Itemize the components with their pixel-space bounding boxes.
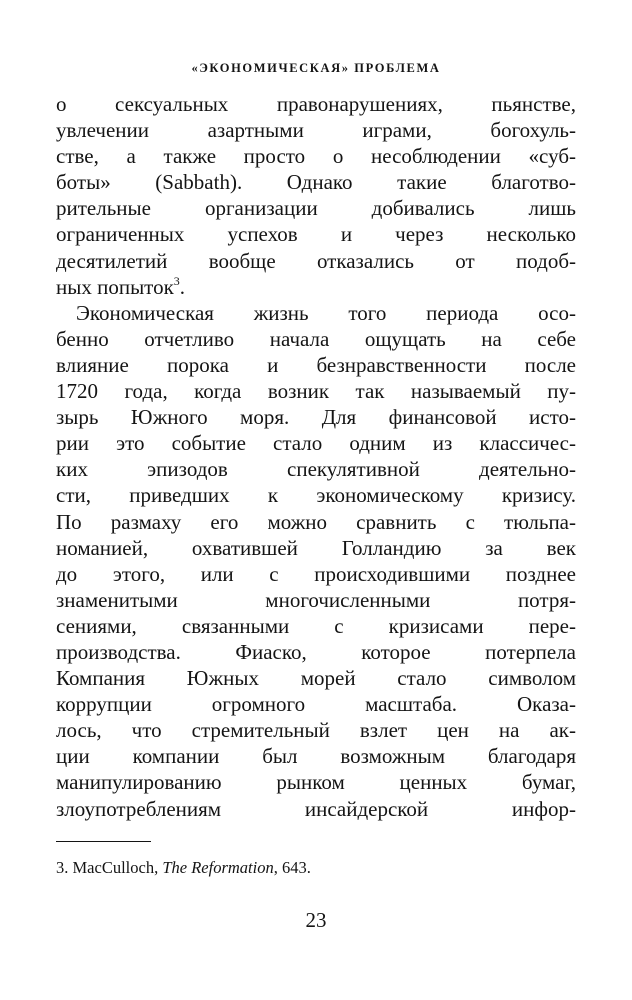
text-line: десятилетий вообще отказались от подоб- [56, 248, 576, 273]
text-line: лось, что стремительный взлет цен на ак- [56, 718, 576, 743]
text-line: производства. Фиаско, которое потерпела [56, 639, 576, 664]
text-line: сти, приведших к экономическому кризису. [56, 483, 576, 508]
footnote-title: The Reformation [162, 858, 274, 877]
text-line: По размаху его можно сравнить с тюльпа- [56, 509, 576, 534]
text-line: о сексуальных правонарушениях, пьянстве, [56, 92, 576, 116]
text-line: увлечении азартными играми, богохуль- [56, 118, 576, 143]
text-line: манипулированию рынком ценных бумаг, [56, 770, 576, 795]
footnote-pages: , 643. [273, 858, 311, 877]
text-line: ции компании был возможным благодаря [56, 744, 576, 769]
text-line: ких эпизодов спекулятивной деятельно- [56, 457, 576, 482]
sentence-end: . [179, 274, 186, 299]
footnote-reference: 3 [173, 273, 180, 288]
text-line: боты» (Sabbath). Однако такие благотво- [56, 170, 576, 195]
text-line: влияние порока и безнравственности после [56, 352, 576, 377]
text-line: 1720 года, когда возник так называемый пу- [56, 379, 576, 404]
text-line: Экономическая жизнь того периода осо- [76, 300, 576, 325]
footnote-author: MacCulloch, [72, 858, 159, 877]
text-line: сениями, связанными с кризисами пере- [56, 613, 576, 638]
text-line: рии это событие стало одним из классичес- [56, 431, 576, 456]
text-line: рительные организации добивались лишь [56, 196, 576, 221]
text-fragment: ных попыток [56, 274, 174, 299]
text-line: знаменитыми многочисленными потря- [56, 587, 576, 612]
text-line [56, 274, 576, 300]
footnote-divider [56, 841, 151, 842]
footnote-number: 3. [56, 858, 69, 877]
running-head: «ЭКОНОМИЧЕСКАЯ» ПРОБЛЕМА [191, 61, 441, 75]
text-line: зырь Южного моря. Для финансовой исто- [56, 405, 576, 430]
text-line: Компания Южных морей стало символом [56, 666, 576, 691]
text-line: коррупции огромного масштаба. Оказа- [56, 692, 576, 717]
text-line: стве, а также просто о несоблюдении «суб- [56, 144, 576, 169]
text-line: номанией, охватившей Голландию за век [56, 535, 576, 560]
text-line: ограниченных успехов и через несколько [56, 222, 576, 247]
text-line: до этого, или с происходившими позднее [56, 561, 576, 586]
body-text [56, 91, 576, 822]
page-number: 23 [305, 908, 327, 932]
text-line: злоупотреблениям инсайдерской инфор- [56, 796, 576, 821]
text-line: бенно отчетливо начала ощущать на себе [56, 326, 576, 351]
footnote [56, 857, 576, 879]
